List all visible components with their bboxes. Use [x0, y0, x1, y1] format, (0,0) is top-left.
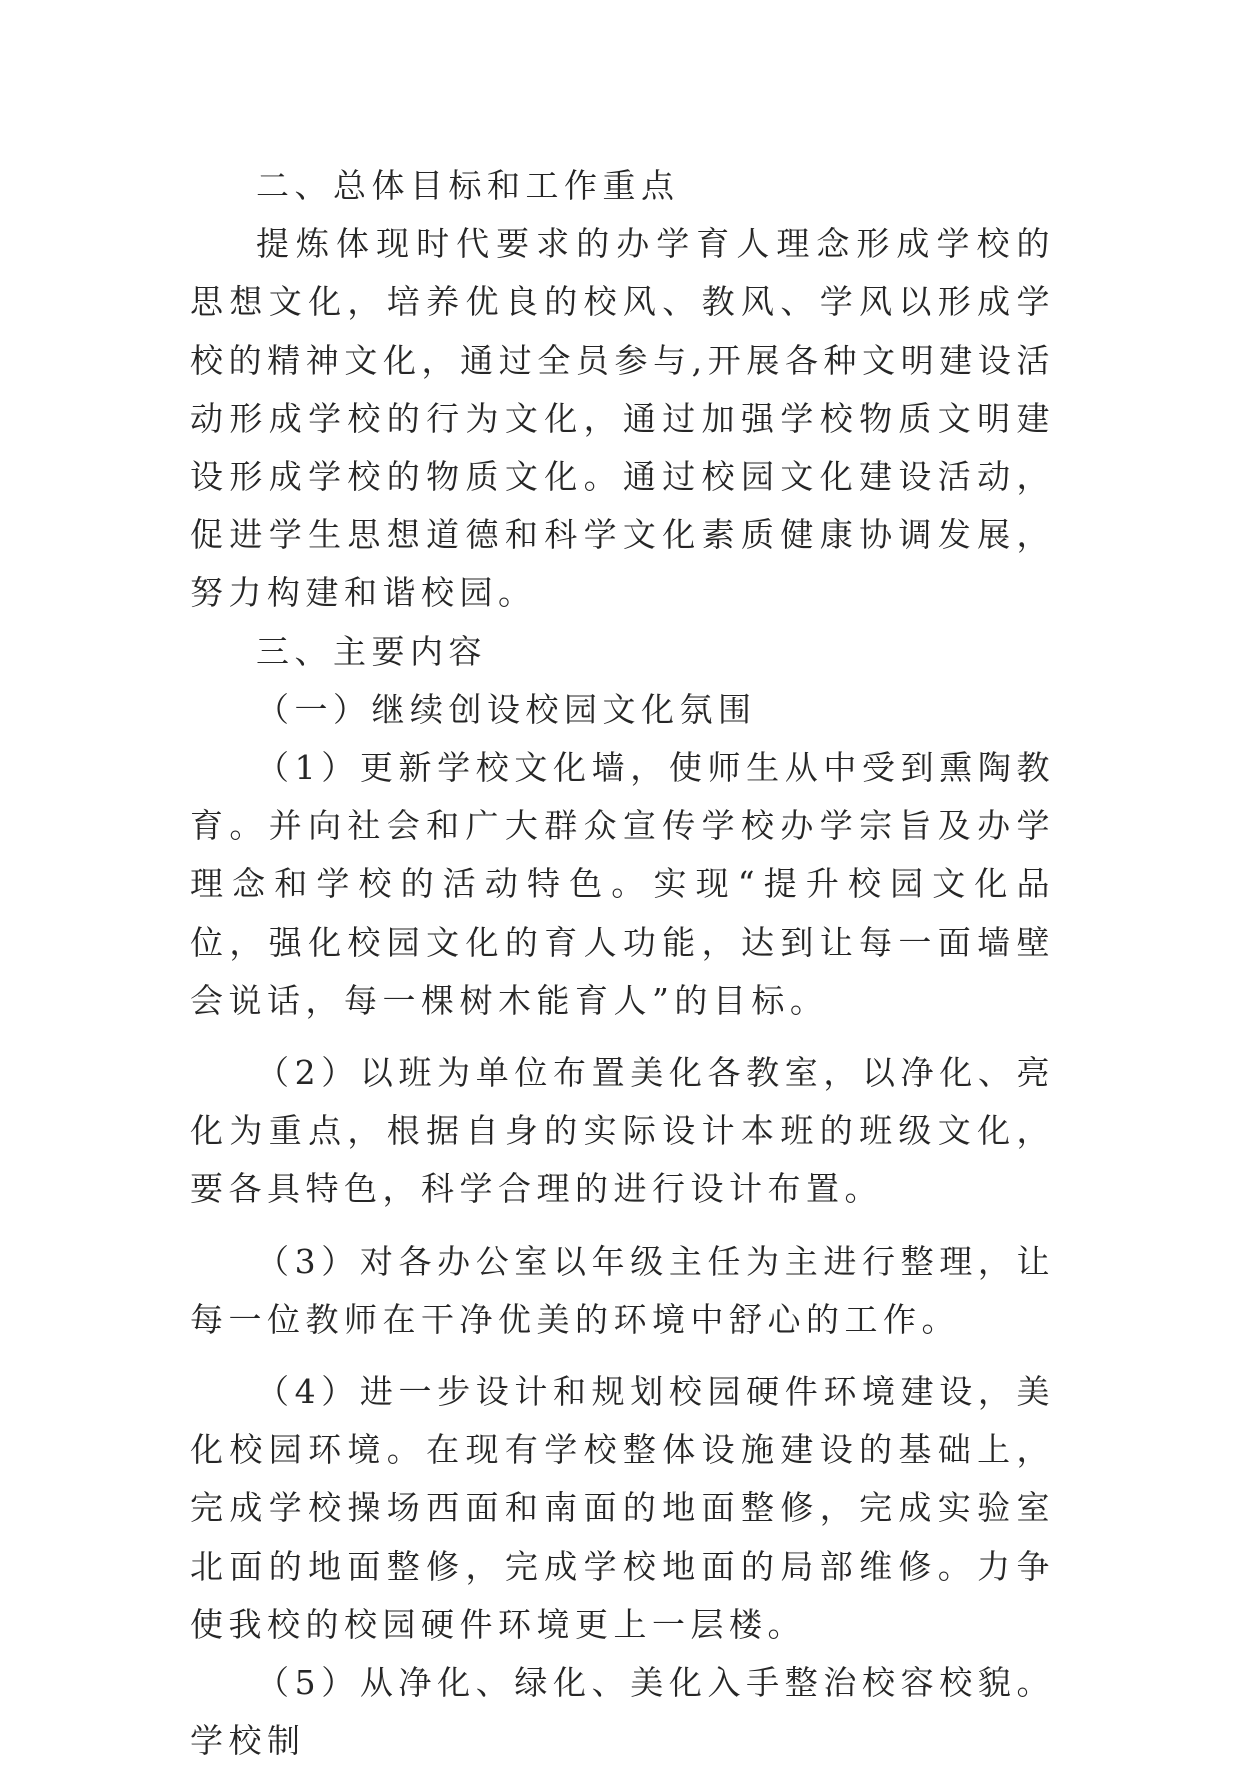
paragraph-item-4: （4）进一步设计和规划校园硬件环境建设，美化校园环境。在现有学校整体设施建设的基础上，完成学校操场西面和南面的地面整修，完成实验室北面的地面整修，完成学校地面的局部维修。力争使我校的校园硬件环境更上一层楼。 — [190, 1372, 1055, 1644]
paragraph-overall-goals: 提炼体现时代要求的办学育人理念形成学校的思想文化，培养优良的校风、教风、学风以形成学校的精神文化，通过全员参与,开展各种文明建设活动形成学校的行为文化，通过加强学校物质文明建设形成学校的物质文化。通过校园文化建设活动，促进学生思想道德和科学文化素质健康协调发展，努力构建和谐校园。 — [190, 224, 1055, 613]
paragraph-item-3: （3）对各办公室以年级主任为主进行整理，让每一位教师在干净优美的环境中舒心的工作。 — [190, 1241, 1055, 1339]
paragraph-item-2: （2）以班为单位布置美化各教室，以净化、亮化为重点，根据自身的实际设计本班的班级文化，要各具特色，科学合理的进行设计布置。 — [190, 1053, 1055, 1209]
document-body — [190, 157, 1055, 1770]
section-heading-2: 二、总体目标和工作重点 — [256, 166, 680, 205]
section-heading-3: 三、主要内容 — [256, 631, 487, 671]
paragraph-item-1: （1）更新学校文化墙，使师生从中受到熏陶教育。并向社会和广大群众宣传学校办学宗旨及办学理念和学校的活动特色。实现“提升校园文化品位，强化校园文化的育人功能，达到让每一面墙壁会说话，每一棵树木能育人”的目标。 — [190, 748, 1055, 1020]
subsection-heading-1: （一）继续创设校园文化氛围 — [256, 689, 757, 729]
paragraph-item-5: （5）从净化、绿化、美化入手整治校容校貌。学校制 — [190, 1663, 1055, 1761]
